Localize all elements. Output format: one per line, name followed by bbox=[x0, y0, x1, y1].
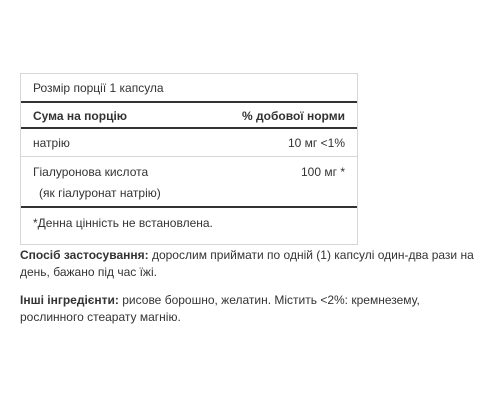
nutrient-name: Гіалуронова кислота bbox=[33, 165, 149, 179]
nutrient-name: натрію bbox=[33, 136, 70, 150]
nutrient-source-note: (як гіалуронат натрію) bbox=[39, 186, 161, 200]
footer-rule bbox=[21, 206, 357, 208]
nutrient-value: 10 мг <1% bbox=[288, 136, 345, 150]
row-divider bbox=[21, 156, 357, 157]
usage-label: Спосіб застосування: bbox=[20, 248, 149, 262]
table-row bbox=[33, 165, 345, 179]
usage-text: дорослим приймати по одній (1) капсулі один-два рази на день, бажано під час їжі. bbox=[20, 248, 474, 279]
table-row bbox=[33, 136, 345, 150]
daily-value-header: % добової норми bbox=[242, 109, 345, 123]
header-top-rule bbox=[21, 101, 357, 103]
usage-paragraph bbox=[20, 247, 482, 281]
amount-per-serving-header: Сума на порцію bbox=[33, 109, 128, 123]
serving-size: Розмір порції 1 капсула bbox=[33, 81, 164, 95]
table-header-row bbox=[33, 109, 345, 123]
ingredients-text: рисове борошно, желатин. Містить <2%: кремнезему, рослинного стеарату магнію. bbox=[20, 293, 420, 324]
ingredients-label: Інші інгредієнти: bbox=[20, 293, 119, 307]
header-bottom-rule bbox=[21, 127, 357, 129]
daily-value-footnote: *Денна цінність не встановлена. bbox=[33, 216, 213, 230]
supplement-facts-table bbox=[20, 73, 358, 245]
ingredients-paragraph bbox=[20, 292, 482, 326]
nutrient-value: 100 мг * bbox=[301, 165, 345, 179]
